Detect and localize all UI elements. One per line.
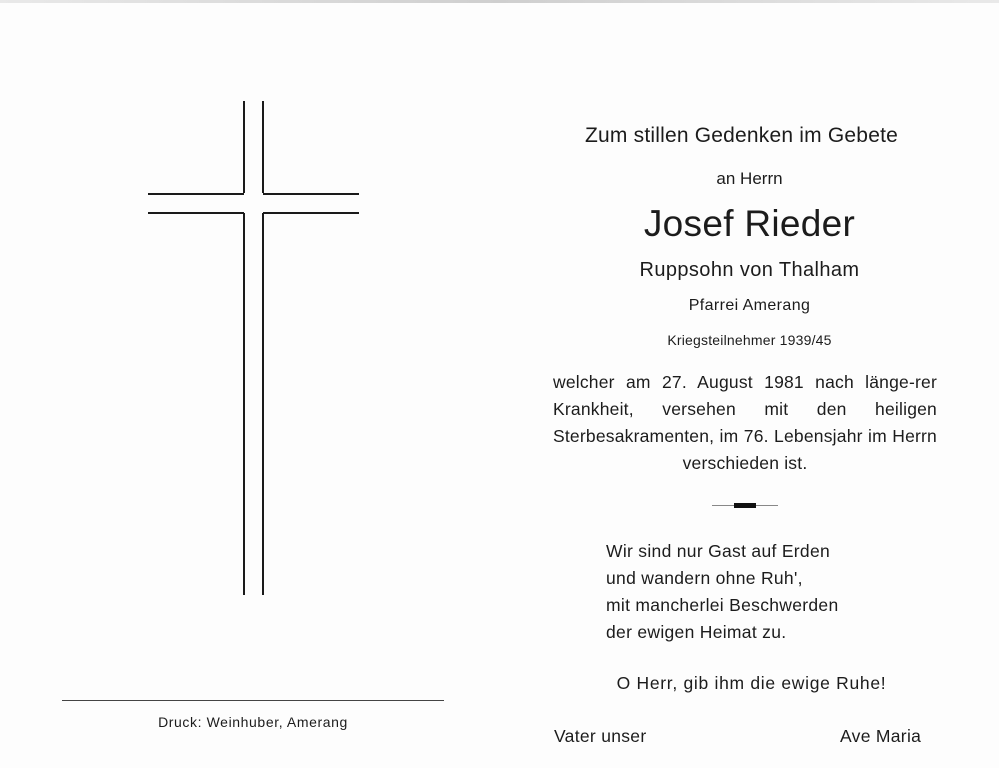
veteran-note: Kriegsteilnehmer 1939/45 bbox=[667, 332, 832, 348]
salutation: an Herrn bbox=[716, 169, 783, 188]
divider-bar bbox=[734, 503, 756, 508]
prayer-ave-maria: Ave Maria bbox=[840, 726, 922, 746]
verse-line: mit mancherlei Beschwerden bbox=[606, 595, 839, 615]
death-notice: welcher am 27. August 1981 nach länge-rer Krankheit, versehen mit den heiligen Sterbesakramenten, im 76. Lebensjahr im Herrn verschieden ist. bbox=[553, 372, 937, 473]
verse bbox=[606, 538, 838, 646]
memorial-heading: Zum stillen Gedenken im Gebete bbox=[585, 124, 898, 147]
prayer-line: O Herr, gib ihm die ewige Ruhe! bbox=[616, 673, 887, 693]
verse-line: Wir sind nur Gast auf Erden bbox=[606, 541, 831, 561]
prayer-vater-unser: Vater unser bbox=[554, 726, 647, 746]
printer-line: Druck: Weinhuber, Amerang bbox=[158, 714, 348, 730]
printer-rule bbox=[62, 700, 444, 701]
deceased-origin: Ruppsohn von Thalham bbox=[639, 259, 860, 281]
deceased-name: Josef Rieder bbox=[643, 203, 856, 244]
verse-line: und wandern ohne Ruh', bbox=[606, 568, 803, 588]
ornament-divider bbox=[712, 503, 778, 508]
parish: Pfarrei Amerang bbox=[688, 297, 811, 314]
right-page bbox=[500, 0, 999, 768]
verse-line: der ewigen Heimat zu. bbox=[606, 622, 787, 642]
